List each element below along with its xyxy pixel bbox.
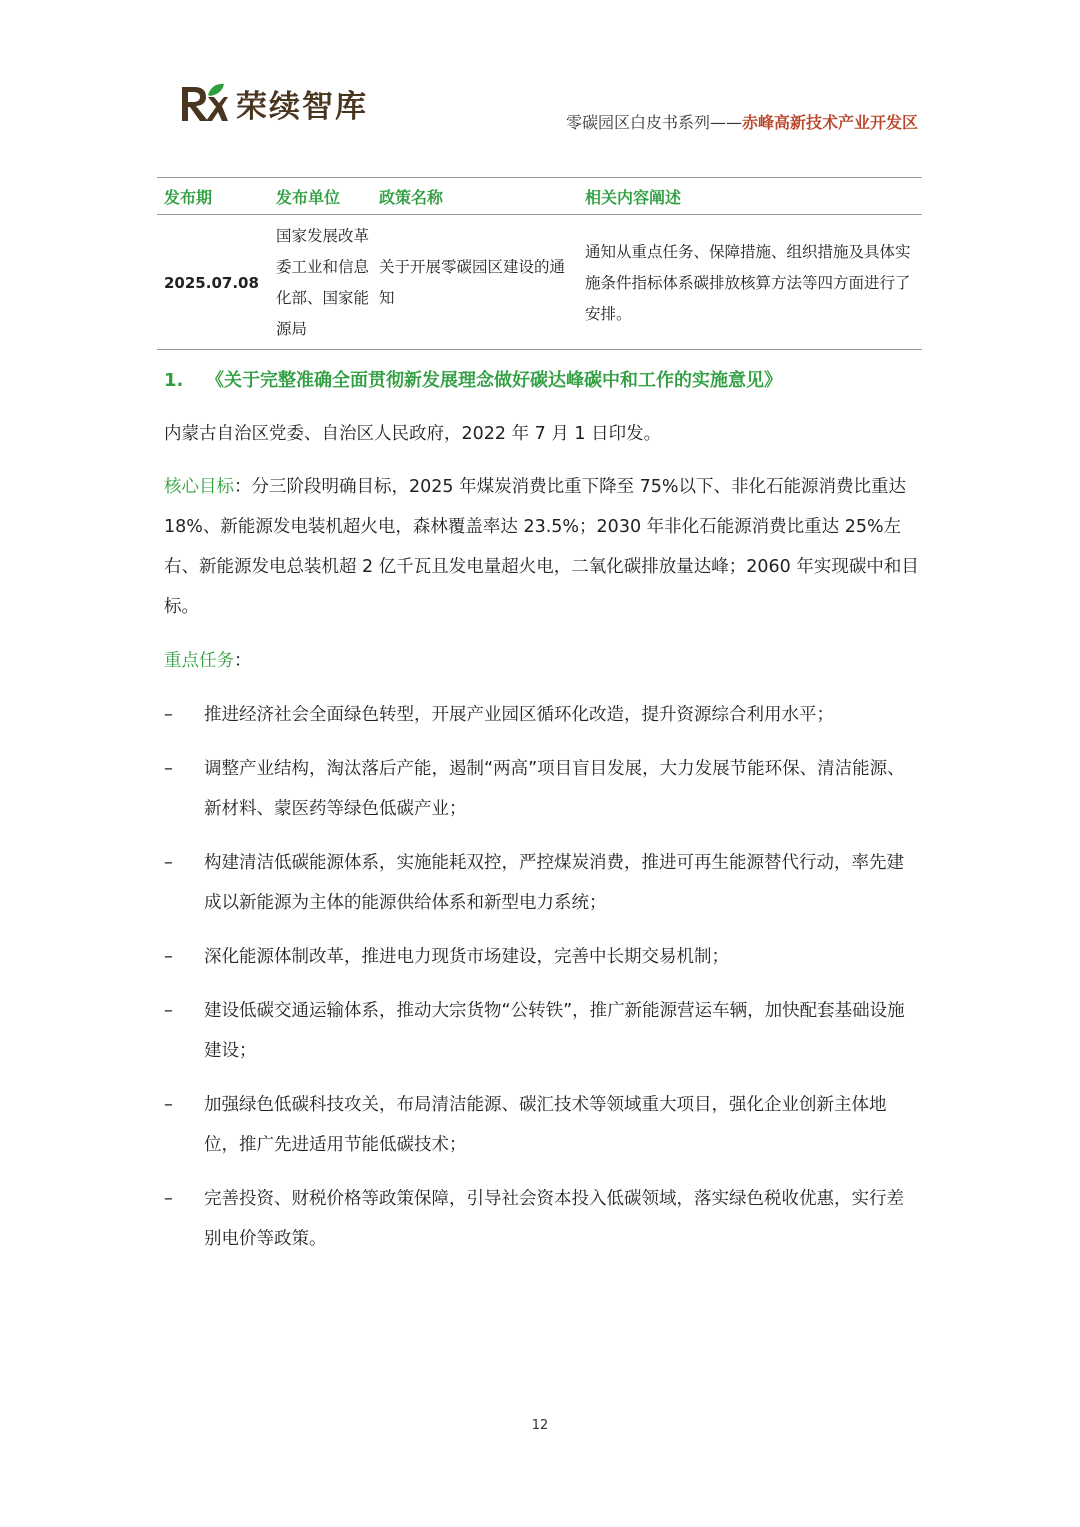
- task-item: [164, 991, 920, 1071]
- task-item: [164, 749, 920, 829]
- task-text: 推进经济社会全面绿色转型，开展产业园区循环化改造，提升资源综合利用水平；: [204, 705, 834, 725]
- task-item: [164, 937, 920, 977]
- task-item: [164, 1085, 920, 1165]
- cell-content: 通知从重点任务、保障措施、组织措施及具体实施条件指标体系碳排放核算方法等四方面进行了安排。: [578, 215, 922, 350]
- table-row: [157, 215, 922, 350]
- table-header-row: [157, 178, 922, 215]
- page-number: 12: [531, 1418, 549, 1433]
- task-text: 构建清洁低碳能源体系，实施能耗双控，严控煤炭消费，推进可再生能源替代行动，率先建成以新能源为主体的能源供给体系和新型电力系统；: [204, 853, 904, 913]
- core-goals-label: 核心目标: [164, 477, 234, 497]
- tasks-label: 重点任务: [164, 651, 234, 671]
- task-text: 深化能源体制改革，推进电力现货市场建设，完善中长期交易机制；: [204, 947, 729, 967]
- dash-bullet: –: [164, 947, 173, 967]
- section-title-text: 《关于完整准确全面贯彻新发展理念做好碳达峰碳中和工作的实施意见》: [206, 370, 782, 391]
- series-name: 零碳园区白皮书系列——: [565, 113, 742, 132]
- dash-bullet: –: [164, 759, 173, 779]
- dash-bullet: –: [164, 1189, 173, 1209]
- task-text: 完善投资、财税价格等政策保障，引导社会资本投入低碳领域，落实绿色税收优惠，实行差别电价等政策。: [204, 1189, 904, 1249]
- core-goals-text: ：分三阶段明确目标，2025 年煤炭消费比重下降至 75%以下、非化石能源消费比重达 18%、新能源发电装机超火电，森林覆盖率达 23.5%；2030 年非化石能源消费比重达 25%左右、新能源发电总装机超 2 亿千瓦且发电量超火电，二氧化碳排放量达峰；2060 年实现碳中和目标。: [164, 477, 919, 617]
- issuer-paragraph: 内蒙古自治区党委、自治区人民政府，2022 年 7 月 1 日印发。: [164, 424, 662, 444]
- task-text: 加强绿色低碳科技攻关，布局清洁能源、碳汇技术等领域重大项目，强化企业创新主体地位，推广先进适用节能低碳技术；: [204, 1095, 887, 1155]
- core-goals-paragraph: [164, 467, 920, 627]
- tasks-colon: ：: [234, 651, 252, 671]
- task-item: [164, 695, 920, 735]
- header-content: 相关内容阐述: [578, 178, 922, 215]
- dash-bullet: –: [164, 1001, 173, 1021]
- policy-table: [157, 177, 922, 350]
- logo-text: 荣续智库: [236, 88, 368, 125]
- task-item: [164, 843, 920, 923]
- section-number: 1.: [164, 370, 184, 391]
- dash-bullet: –: [164, 1095, 173, 1115]
- cell-unit: 国家发展改革委工业和信息化部、国家能源局: [269, 215, 372, 350]
- logo: [178, 80, 368, 126]
- dash-bullet: –: [164, 853, 173, 873]
- cell-date: 2025.07.08: [157, 215, 269, 350]
- cell-policy: 关于开展零碳园区建设的通知: [372, 215, 578, 350]
- header-unit: 发布单位: [269, 178, 372, 215]
- series-highlight: 赤峰高新技术产业开发区: [741, 113, 918, 132]
- header-series-title: [566, 110, 918, 133]
- task-text: 调整产业结构，淘汰落后产能，遏制“两高”项目盲目发展，大力发展节能环保、清洁能源、新材料、蒙医药等绿色低碳产业；: [204, 759, 905, 819]
- header-policy: 政策名称: [372, 178, 578, 215]
- task-text: 建设低碳交通运输体系，推动大宗货物“公转铁”，推广新能源营运车辆，加快配套基础设施建设；: [204, 1001, 905, 1061]
- tasks-heading: [164, 641, 920, 681]
- rx-logo-icon: [178, 81, 228, 125]
- dash-bullet: –: [164, 705, 173, 725]
- section-title: [164, 366, 782, 392]
- header-date: 发布期: [157, 178, 269, 215]
- task-item: [164, 1179, 920, 1259]
